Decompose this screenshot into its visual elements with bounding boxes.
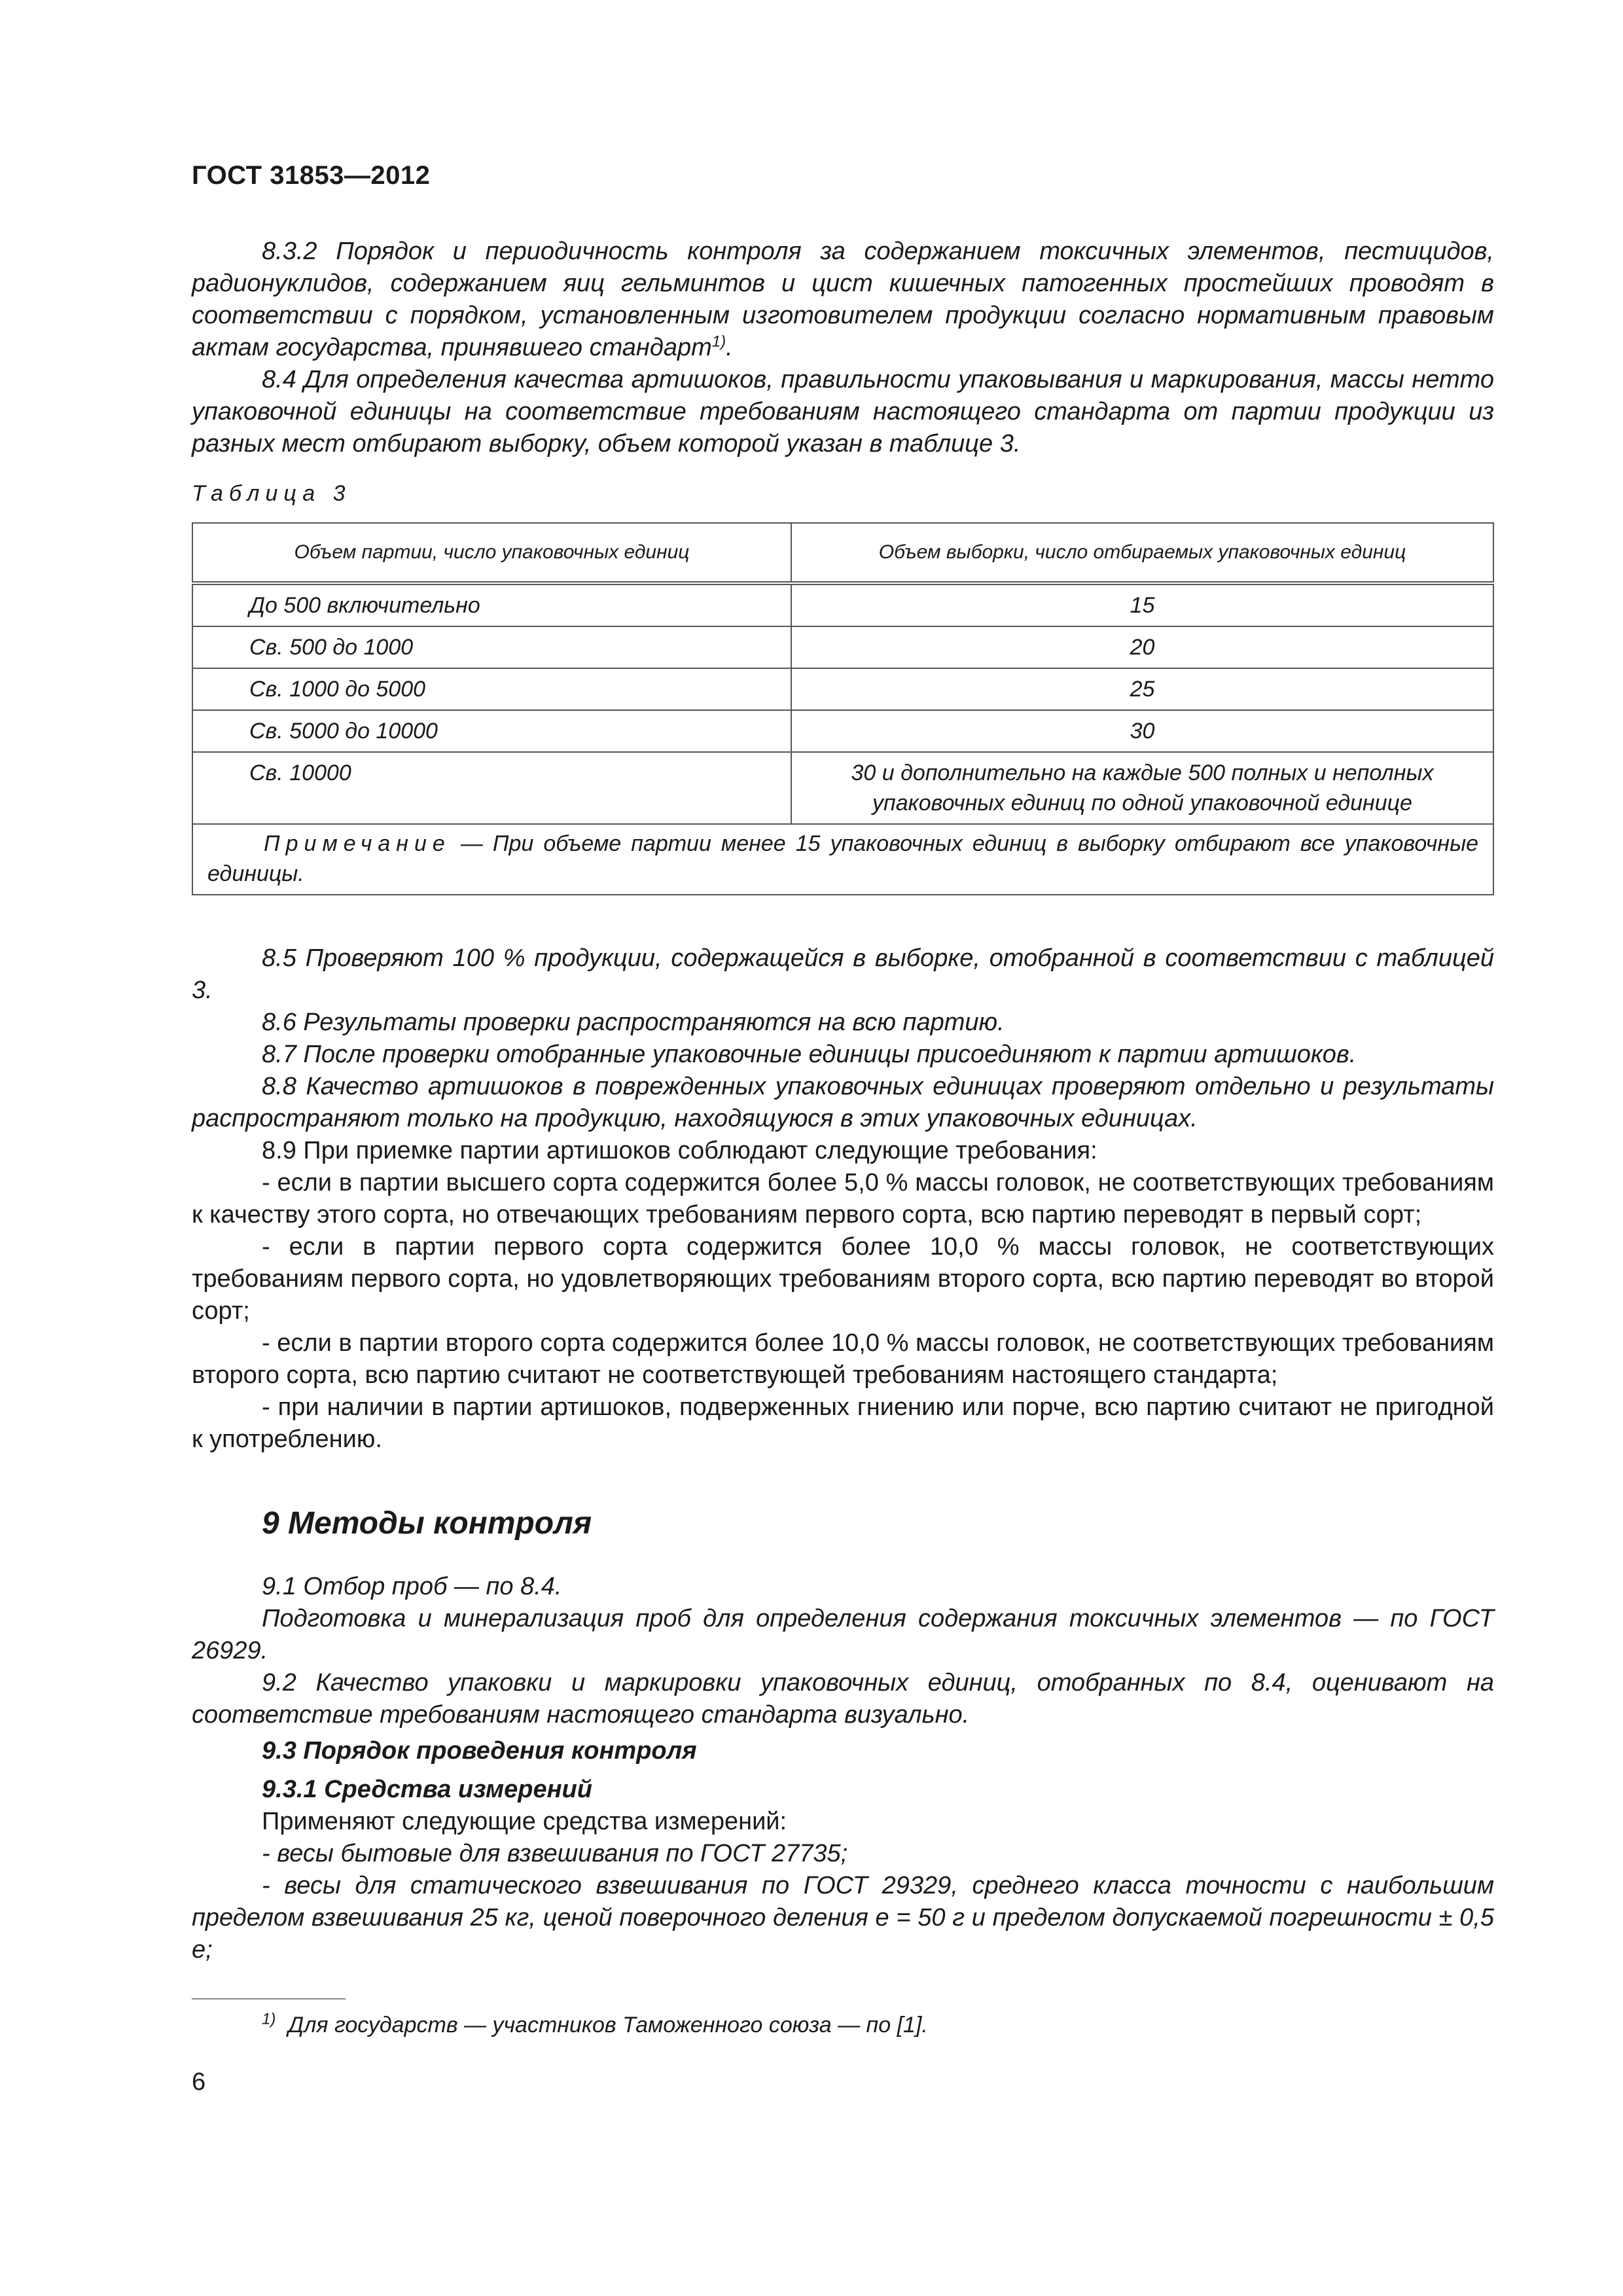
table-row: Св. 1000 до 5000 25 [192, 668, 1493, 710]
list-item: - весы бытовые для взвешивания по ГОСТ 27735; [262, 1840, 848, 1867]
page-number: 6 [192, 2068, 206, 2096]
table-note: Примечание — При объеме партии менее 15 упаковочных единиц в выборку отбирают все упаковочные единицы. [192, 824, 1493, 895]
paragraph-group-mid [192, 942, 1494, 1456]
table-note-row [192, 824, 1493, 895]
paragraph-8-4: 8.4 Для определения качества артишоков, правильности упаковывания и маркирования, массы нетто упаковочной единицы на соответствие требованиям настоящего стандарта от партии продукции из разных мест отбирают выборку, объем которой указан в таблице 3. [192, 366, 1494, 457]
paragraph-9-1: 9.1 Отбор проб — по 8.4. [262, 1573, 562, 1600]
table-row: До 500 включительно 15 [192, 583, 1493, 626]
paragraph-8-5: 8.5 Проверяют 100 % продукции, содержащейся в выборке, отобранной в соответствии с таблицей 3. [192, 944, 1494, 1004]
document-header: ГОСТ 31853—2012 [192, 161, 431, 190]
paragraph-8-9: 8.9 При приемке партии артишоков соблюдают следующие требования: [262, 1137, 1097, 1164]
table-row: Св. 10000 30 и дополнительно на каждые 500 полных и неполных упаковочных единиц по одной упаковочной единице [192, 752, 1493, 824]
paragraph-8-7: 8.7 После проверки отобранные упаковочные единицы присоединяют к партии артишоков. [262, 1041, 1357, 1068]
list-item: - если в партии второго сорта содержится более 10,0 % массы головок, не соответствующих требованиям второго сорта, всю партию считают не соответствующей требованиям настоящего стандарта; [192, 1329, 1494, 1389]
footnote-divider [192, 1998, 346, 2000]
footnote-ref: 1) [711, 332, 726, 351]
table-row: Св. 5000 до 10000 30 [192, 710, 1493, 752]
paragraph-8-3-2: 8.3.2 Порядок и периодичность контроля за содержанием токсичных элементов, пестицидов, радионуклидов, содержанием яиц гельминтов и цист кишечных патогенных простейших проводят в соответствии с порядком, установленным изготовителем продукции согласно нормативным правовым актам государства, принявшего стандарт$^{1)}$. [192, 238, 1494, 361]
list-item: - при наличии в партии артишоков, подверженных гниению или порче, всю партию считают не пригодной к употреблению. [192, 1393, 1494, 1453]
paragraph-8-6: 8.6 Результаты проверки распространяются на всю партию. [262, 1009, 1005, 1036]
paragraph-9-1-prep: Подготовка и минерализация проб для определения содержания токсичных элементов — по ГОСТ 26929. [192, 1605, 1494, 1664]
paragraph-9-3-1-intro: Применяют следующие средства измерений: [262, 1808, 787, 1835]
subsection-9-3: 9.3 Порядок проведения контроля [262, 1737, 697, 1765]
list-item: - если в партии высшего сорта содержится более 5,0 % массы головок, не соответствующих требованиям к качеству этого сорта, но отвечающих требованиям первого сорта, всю партию переводят в первый сорт; [192, 1169, 1494, 1229]
table-caption: Таблица 3 [192, 481, 351, 506]
subsection-9-3-1: 9.3.1 Средства измерений [262, 1776, 592, 1803]
paragraph-group-top [192, 236, 1494, 460]
table-header-cell: Объем партии, число упаковочных единиц [192, 523, 791, 583]
list-item: - весы для статического взвешивания по ГОСТ 29329, среднего класса точности с наибольшим пределом взвешивания 25 кг, ценой поверочного деления e = 50 г и пределом допускаемой погрешности ± 0,5 e; [192, 1872, 1494, 1964]
table-3 [192, 522, 1494, 895]
paragraph-8-8: 8.8 Качество артишоков в поврежденных упаковочных единицах проверяют отдельно и результаты распространяют только на продукцию, находящуюся в этих упаковочных единицах. [192, 1073, 1494, 1132]
list-item: - если в партии первого сорта содержится более 10,0 % массы головок, не соответствующих требованиям первого сорта, но удовлетворяющих требованиям второго сорта, всю партию переводят во второй сорт; [192, 1233, 1494, 1325]
footnote-mark: 1) [262, 2010, 276, 2028]
table-row: Св. 500 до 1000 20 [192, 626, 1493, 668]
table-header-cell: Объем выборки, число отбираемых упаковочных единиц [791, 523, 1493, 583]
paragraph-9-2: 9.2 Качество упаковки и маркировки упаковочных единиц, отобранных по 8.4, оценивают на соответствие требованиям настоящего стандарта визуально. [192, 1669, 1494, 1729]
section-heading: 9 Методы контроля [262, 1506, 592, 1541]
footnote: $^{1)}$ Для государств — участников Таможенного союза — по [1]. [262, 2010, 928, 2037]
paragraph-group-section-9 [192, 1571, 1494, 1966]
